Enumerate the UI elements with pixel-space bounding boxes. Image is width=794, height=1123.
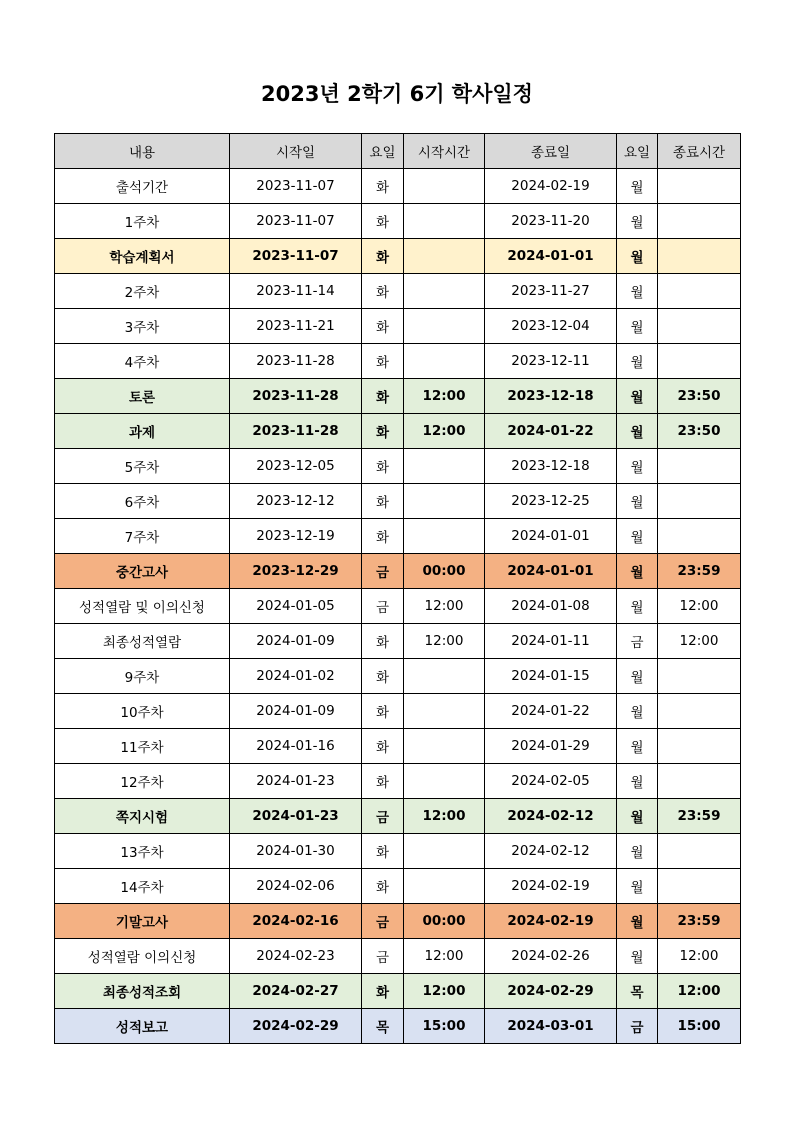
cell-end-date: 2024-01-22 bbox=[485, 414, 617, 449]
cell-start-date: 2024-02-16 bbox=[230, 904, 362, 939]
cell-end-date: 2024-02-26 bbox=[485, 939, 617, 974]
header-start-weekday: 요일 bbox=[362, 134, 404, 169]
table-row bbox=[55, 659, 741, 694]
cell-content: 1주차 bbox=[55, 204, 230, 239]
cell-start-date: 2024-02-29 bbox=[230, 1009, 362, 1044]
cell-end-date: 2024-02-29 bbox=[485, 974, 617, 1009]
table-row bbox=[55, 239, 741, 274]
cell-start-date: 2024-01-05 bbox=[230, 589, 362, 624]
table-row bbox=[55, 204, 741, 239]
cell-start-time bbox=[404, 309, 485, 344]
cell-start-time bbox=[404, 239, 485, 274]
cell-start-time: 00:00 bbox=[404, 904, 485, 939]
cell-start-date: 2023-11-14 bbox=[230, 274, 362, 309]
cell-end-weekday: 월 bbox=[617, 659, 658, 694]
cell-start-weekday: 화 bbox=[362, 309, 404, 344]
table-row bbox=[55, 344, 741, 379]
cell-start-weekday: 화 bbox=[362, 414, 404, 449]
cell-end-weekday: 월 bbox=[617, 589, 658, 624]
cell-end-time bbox=[658, 449, 741, 484]
cell-start-weekday: 목 bbox=[362, 1009, 404, 1044]
table-header bbox=[55, 134, 741, 169]
cell-end-time: 23:59 bbox=[658, 799, 741, 834]
cell-end-time bbox=[658, 239, 741, 274]
cell-start-time: 12:00 bbox=[404, 624, 485, 659]
cell-start-date: 2023-12-12 bbox=[230, 484, 362, 519]
cell-end-weekday: 월 bbox=[617, 834, 658, 869]
cell-end-date: 2024-03-01 bbox=[485, 1009, 617, 1044]
table-row bbox=[55, 694, 741, 729]
cell-end-weekday: 월 bbox=[617, 309, 658, 344]
cell-start-time bbox=[404, 519, 485, 554]
cell-end-weekday: 월 bbox=[617, 449, 658, 484]
cell-content: 과제 bbox=[55, 414, 230, 449]
cell-end-weekday: 월 bbox=[617, 169, 658, 204]
cell-content: 4주차 bbox=[55, 344, 230, 379]
cell-start-weekday: 화 bbox=[362, 484, 404, 519]
cell-end-date: 2023-11-27 bbox=[485, 274, 617, 309]
cell-end-date: 2024-01-15 bbox=[485, 659, 617, 694]
cell-end-weekday: 목 bbox=[617, 974, 658, 1009]
cell-start-time: 15:00 bbox=[404, 1009, 485, 1044]
cell-end-weekday: 월 bbox=[617, 239, 658, 274]
cell-end-date: 2024-01-01 bbox=[485, 554, 617, 589]
cell-end-time: 23:50 bbox=[658, 414, 741, 449]
cell-start-weekday: 금 bbox=[362, 589, 404, 624]
cell-content: 학습계획서 bbox=[55, 239, 230, 274]
table-row bbox=[55, 169, 741, 204]
cell-content: 성적열람 이의신청 bbox=[55, 939, 230, 974]
cell-content: 9주차 bbox=[55, 659, 230, 694]
cell-end-date: 2024-01-01 bbox=[485, 519, 617, 554]
cell-end-time: 12:00 bbox=[658, 589, 741, 624]
table-row bbox=[55, 519, 741, 554]
cell-start-weekday: 화 bbox=[362, 274, 404, 309]
cell-content: 기말고사 bbox=[55, 904, 230, 939]
table-row bbox=[55, 274, 741, 309]
table-row bbox=[55, 309, 741, 344]
cell-start-date: 2024-01-23 bbox=[230, 764, 362, 799]
cell-content: 7주차 bbox=[55, 519, 230, 554]
cell-end-date: 2023-12-25 bbox=[485, 484, 617, 519]
cell-end-weekday: 월 bbox=[617, 519, 658, 554]
cell-content: 중간고사 bbox=[55, 554, 230, 589]
cell-start-date: 2024-02-06 bbox=[230, 869, 362, 904]
page-title: 2023년 2학기 6기 학사일정 bbox=[261, 82, 533, 106]
cell-end-date: 2023-12-18 bbox=[485, 379, 617, 414]
cell-end-time bbox=[658, 659, 741, 694]
cell-start-weekday: 화 bbox=[362, 764, 404, 799]
cell-start-time bbox=[404, 204, 485, 239]
cell-end-weekday: 금 bbox=[617, 1009, 658, 1044]
cell-end-weekday: 월 bbox=[617, 204, 658, 239]
cell-start-weekday: 화 bbox=[362, 344, 404, 379]
cell-start-time bbox=[404, 869, 485, 904]
cell-content: 11주차 bbox=[55, 729, 230, 764]
cell-start-weekday: 화 bbox=[362, 449, 404, 484]
cell-start-weekday: 화 bbox=[362, 239, 404, 274]
header-end-date: 종료일 bbox=[485, 134, 617, 169]
cell-end-weekday: 월 bbox=[617, 274, 658, 309]
cell-end-weekday: 금 bbox=[617, 624, 658, 659]
cell-end-time bbox=[658, 694, 741, 729]
cell-end-date: 2024-01-11 bbox=[485, 624, 617, 659]
cell-start-date: 2023-12-29 bbox=[230, 554, 362, 589]
cell-end-weekday: 월 bbox=[617, 939, 658, 974]
cell-end-time: 23:59 bbox=[658, 904, 741, 939]
cell-content: 3주차 bbox=[55, 309, 230, 344]
cell-start-date: 2023-11-28 bbox=[230, 379, 362, 414]
table-row bbox=[55, 799, 741, 834]
cell-end-date: 2024-01-08 bbox=[485, 589, 617, 624]
cell-end-weekday: 월 bbox=[617, 729, 658, 764]
cell-end-time bbox=[658, 169, 741, 204]
table-row bbox=[55, 554, 741, 589]
cell-content: 토론 bbox=[55, 379, 230, 414]
table-row bbox=[55, 379, 741, 414]
cell-start-date: 2024-02-23 bbox=[230, 939, 362, 974]
cell-start-weekday: 화 bbox=[362, 379, 404, 414]
cell-end-date: 2024-02-19 bbox=[485, 869, 617, 904]
cell-end-time: 23:50 bbox=[658, 379, 741, 414]
cell-start-weekday: 화 bbox=[362, 834, 404, 869]
schedule-table bbox=[54, 133, 741, 1044]
cell-start-time bbox=[404, 169, 485, 204]
cell-end-date: 2024-02-19 bbox=[485, 904, 617, 939]
cell-start-date: 2023-11-07 bbox=[230, 169, 362, 204]
cell-end-date: 2024-02-05 bbox=[485, 764, 617, 799]
cell-end-date: 2023-11-20 bbox=[485, 204, 617, 239]
cell-end-weekday: 월 bbox=[617, 869, 658, 904]
cell-end-date: 2024-01-29 bbox=[485, 729, 617, 764]
cell-start-time bbox=[404, 659, 485, 694]
cell-start-time: 12:00 bbox=[404, 939, 485, 974]
cell-start-weekday: 화 bbox=[362, 694, 404, 729]
header-start-date: 시작일 bbox=[230, 134, 362, 169]
cell-end-weekday: 월 bbox=[617, 799, 658, 834]
table-row bbox=[55, 974, 741, 1009]
cell-start-weekday: 금 bbox=[362, 939, 404, 974]
header-end-time: 종료시간 bbox=[658, 134, 741, 169]
cell-start-time bbox=[404, 449, 485, 484]
cell-start-weekday: 화 bbox=[362, 974, 404, 1009]
cell-start-weekday: 화 bbox=[362, 659, 404, 694]
cell-end-date: 2024-02-19 bbox=[485, 169, 617, 204]
table-row bbox=[55, 1009, 741, 1044]
cell-start-weekday: 화 bbox=[362, 729, 404, 764]
cell-end-time bbox=[658, 729, 741, 764]
cell-start-time bbox=[404, 344, 485, 379]
cell-start-time: 12:00 bbox=[404, 379, 485, 414]
cell-content: 6주차 bbox=[55, 484, 230, 519]
cell-end-date: 2023-12-11 bbox=[485, 344, 617, 379]
cell-start-date: 2024-01-02 bbox=[230, 659, 362, 694]
cell-start-date: 2024-01-09 bbox=[230, 694, 362, 729]
cell-end-time: 23:59 bbox=[658, 554, 741, 589]
cell-end-time bbox=[658, 204, 741, 239]
cell-end-time bbox=[658, 764, 741, 799]
cell-start-weekday: 금 bbox=[362, 799, 404, 834]
cell-start-date: 2023-11-28 bbox=[230, 414, 362, 449]
cell-end-weekday: 월 bbox=[617, 904, 658, 939]
table-row bbox=[55, 904, 741, 939]
cell-start-time bbox=[404, 694, 485, 729]
cell-start-weekday: 금 bbox=[362, 904, 404, 939]
table-row bbox=[55, 869, 741, 904]
cell-content: 성적보고 bbox=[55, 1009, 230, 1044]
header-start-time: 시작시간 bbox=[404, 134, 485, 169]
cell-start-time bbox=[404, 484, 485, 519]
cell-end-time: 12:00 bbox=[658, 624, 741, 659]
cell-start-date: 2023-11-07 bbox=[230, 239, 362, 274]
cell-start-weekday: 화 bbox=[362, 869, 404, 904]
cell-start-date: 2023-12-05 bbox=[230, 449, 362, 484]
cell-end-time: 15:00 bbox=[658, 1009, 741, 1044]
cell-content: 2주차 bbox=[55, 274, 230, 309]
cell-end-date: 2024-02-12 bbox=[485, 799, 617, 834]
cell-end-date: 2023-12-18 bbox=[485, 449, 617, 484]
cell-end-date: 2024-01-01 bbox=[485, 239, 617, 274]
table-row bbox=[55, 589, 741, 624]
cell-start-date: 2023-11-21 bbox=[230, 309, 362, 344]
cell-start-date: 2024-02-27 bbox=[230, 974, 362, 1009]
cell-end-time bbox=[658, 344, 741, 379]
table-body bbox=[55, 169, 741, 1044]
table-row bbox=[55, 834, 741, 869]
cell-start-date: 2024-01-16 bbox=[230, 729, 362, 764]
cell-start-date: 2023-11-07 bbox=[230, 204, 362, 239]
cell-end-date: 2023-12-04 bbox=[485, 309, 617, 344]
cell-start-time bbox=[404, 764, 485, 799]
cell-end-weekday: 월 bbox=[617, 554, 658, 589]
cell-content: 최종성적조회 bbox=[55, 974, 230, 1009]
cell-content: 출석기간 bbox=[55, 169, 230, 204]
cell-end-time bbox=[658, 309, 741, 344]
cell-end-weekday: 월 bbox=[617, 414, 658, 449]
cell-start-weekday: 화 bbox=[362, 204, 404, 239]
cell-content: 최종성적열람 bbox=[55, 624, 230, 659]
table-row bbox=[55, 764, 741, 799]
cell-start-weekday: 금 bbox=[362, 554, 404, 589]
cell-end-time bbox=[658, 869, 741, 904]
cell-content: 10주차 bbox=[55, 694, 230, 729]
cell-start-date: 2024-01-09 bbox=[230, 624, 362, 659]
cell-content: 성적열람 및 이의신청 bbox=[55, 589, 230, 624]
cell-start-date: 2023-11-28 bbox=[230, 344, 362, 379]
cell-end-weekday: 월 bbox=[617, 694, 658, 729]
cell-start-time: 12:00 bbox=[404, 799, 485, 834]
cell-end-time bbox=[658, 834, 741, 869]
cell-content: 12주차 bbox=[55, 764, 230, 799]
cell-content: 5주차 bbox=[55, 449, 230, 484]
cell-content: 13주차 bbox=[55, 834, 230, 869]
table-row bbox=[55, 484, 741, 519]
cell-start-weekday: 화 bbox=[362, 169, 404, 204]
cell-start-date: 2023-12-19 bbox=[230, 519, 362, 554]
cell-start-time bbox=[404, 729, 485, 764]
cell-end-weekday: 월 bbox=[617, 484, 658, 519]
cell-end-date: 2024-01-22 bbox=[485, 694, 617, 729]
cell-end-time: 12:00 bbox=[658, 939, 741, 974]
cell-end-time bbox=[658, 484, 741, 519]
cell-start-time bbox=[404, 274, 485, 309]
cell-end-date: 2024-02-12 bbox=[485, 834, 617, 869]
cell-content: 14주차 bbox=[55, 869, 230, 904]
cell-start-weekday: 화 bbox=[362, 624, 404, 659]
cell-start-time bbox=[404, 834, 485, 869]
cell-end-weekday: 월 bbox=[617, 764, 658, 799]
table-row bbox=[55, 624, 741, 659]
cell-start-date: 2024-01-23 bbox=[230, 799, 362, 834]
cell-end-time: 12:00 bbox=[658, 974, 741, 1009]
cell-start-date: 2024-01-30 bbox=[230, 834, 362, 869]
cell-start-time: 12:00 bbox=[404, 589, 485, 624]
table-row bbox=[55, 449, 741, 484]
cell-start-weekday: 화 bbox=[362, 519, 404, 554]
cell-start-time: 12:00 bbox=[404, 974, 485, 1009]
cell-end-time bbox=[658, 519, 741, 554]
table-row bbox=[55, 414, 741, 449]
cell-start-time: 12:00 bbox=[404, 414, 485, 449]
header-end-weekday: 요일 bbox=[617, 134, 658, 169]
header-row bbox=[55, 134, 741, 169]
header-content: 내용 bbox=[55, 134, 230, 169]
cell-content: 쪽지시험 bbox=[55, 799, 230, 834]
cell-end-time bbox=[658, 274, 741, 309]
table-row bbox=[55, 729, 741, 764]
cell-start-time: 00:00 bbox=[404, 554, 485, 589]
cell-end-weekday: 월 bbox=[617, 379, 658, 414]
table-row bbox=[55, 939, 741, 974]
cell-end-weekday: 월 bbox=[617, 344, 658, 379]
